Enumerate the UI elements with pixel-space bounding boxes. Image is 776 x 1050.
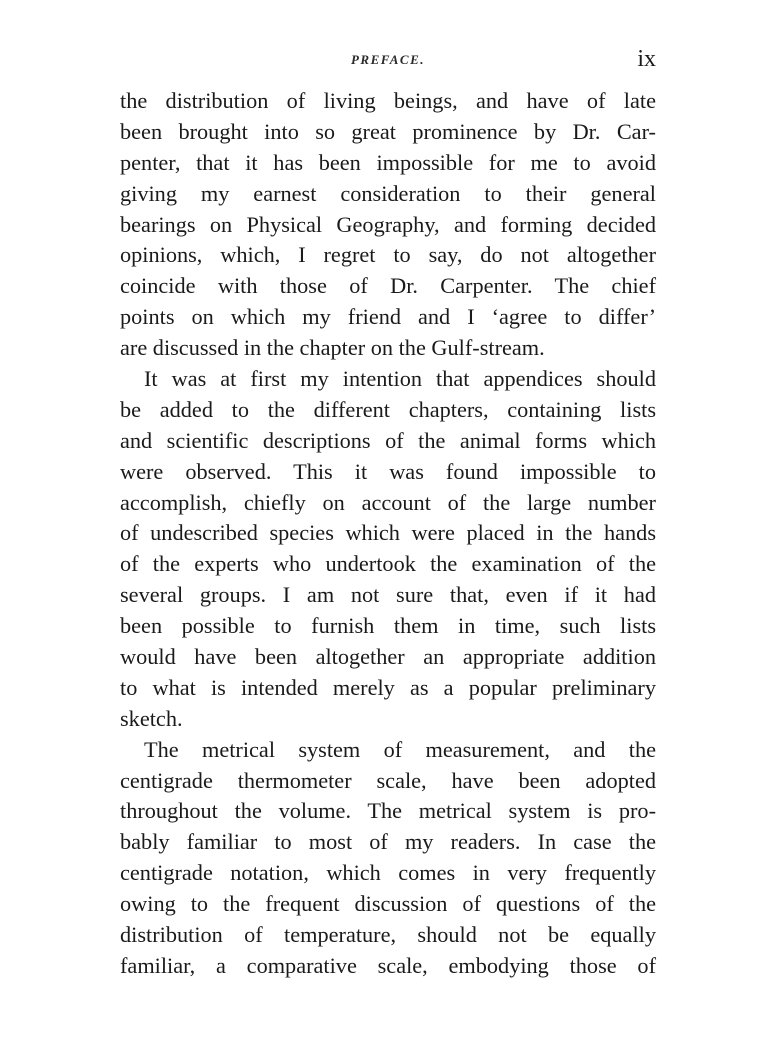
- text-line: centigrade notation, which comes in very frequently: [120, 860, 656, 886]
- page-number: ix: [637, 46, 656, 72]
- text-line: of undescribed species which were placed in the hands: [120, 520, 656, 546]
- text-line: giving my earnest consideration to their general: [120, 180, 656, 206]
- text-line: coincide with those of Dr. Carpenter. The chief: [120, 273, 656, 299]
- text-line: to what is intended merely as a popular preliminary: [120, 674, 656, 700]
- text-line: It was at first my intention that appendices should: [144, 366, 656, 392]
- text-line: accomplish, chiefly on account of the large number: [120, 489, 656, 515]
- text-line: would have been altogether an appropriate addition: [120, 644, 656, 670]
- text-line: bably familiar to most of my readers. In case the: [120, 829, 656, 855]
- running-head: [120, 46, 656, 78]
- text-line: were observed. This it was found impossible to: [120, 458, 656, 484]
- text-line: are discussed in the chapter on the Gulf-stream.: [120, 335, 545, 361]
- text-line: sketch.: [120, 705, 183, 731]
- text-line: the distribution of living beings, and have of late: [120, 88, 656, 113]
- text-line: familiar, a comparative scale, embodying those of: [120, 952, 656, 978]
- paragraph-1: [120, 86, 656, 364]
- body-text: [120, 86, 656, 982]
- text-line: several groups. I am not sure that, even if it had: [120, 582, 656, 608]
- paragraph-2: [120, 364, 656, 735]
- paragraph-3: [120, 735, 656, 982]
- text-line: points on which my friend and I ‘agree to differ’: [120, 304, 656, 330]
- text-line: be added to the different chapters, containing lists: [120, 396, 656, 422]
- text-line: been possible to furnish them in time, such lists: [120, 613, 656, 639]
- running-title: PREFACE.: [350, 52, 426, 67]
- text-line: of the experts who undertook the examination of the: [120, 551, 656, 577]
- text-line: penter, that it has been impossible for me to avoid: [120, 149, 656, 175]
- text-line: owing to the frequent discussion of questions of the: [120, 891, 656, 917]
- text-line: throughout the volume. The metrical system is pro-: [120, 798, 656, 824]
- text-line: bearings on Physical Geography, and forming decided: [120, 211, 656, 237]
- text-line: distribution of temperature, should not be equally: [120, 922, 656, 948]
- text-line: opinions, which, I regret to say, do not altogether: [120, 242, 656, 268]
- text-line: centigrade thermometer scale, have been adopted: [120, 767, 656, 793]
- text-line: been brought into so great prominence by Dr. Car-: [120, 118, 656, 144]
- text-line: and scientific descriptions of the animal forms which: [120, 427, 656, 453]
- text-line: The metrical system of measurement, and the: [144, 736, 656, 762]
